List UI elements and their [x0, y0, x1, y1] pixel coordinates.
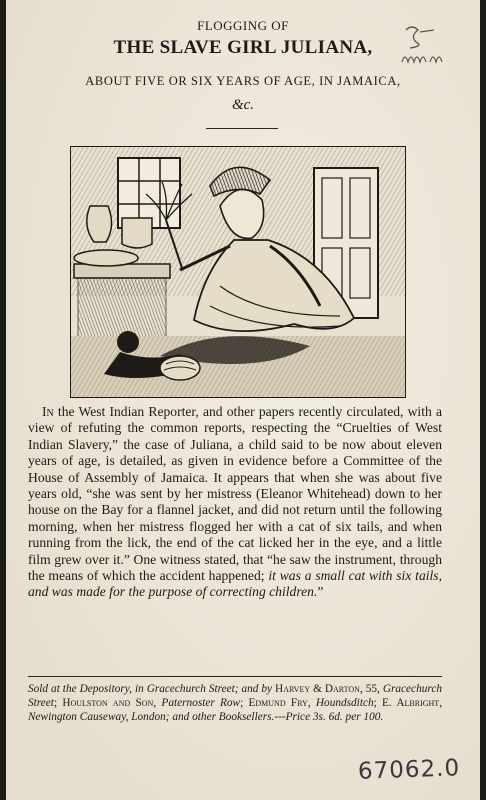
- imprint-footer: [28, 682, 442, 724]
- article-body: [28, 404, 442, 601]
- woodcut-engraving-icon: [70, 146, 406, 398]
- title-subtitle: ABOUT FIVE OR SIX YEARS OF AGE, IN JAMAICA,: [85, 74, 401, 88]
- title-line-1: FLOGGING OF: [197, 18, 289, 33]
- imprint-address: Gracechurch Street: [28, 683, 443, 709]
- publisher-name: E. Albright: [382, 697, 440, 709]
- imprint-text: ,: [439, 697, 443, 709]
- publisher-name: Houlston and Son: [62, 697, 154, 709]
- article-paragraph: [28, 404, 442, 601]
- imprint-text: ,: [153, 697, 162, 709]
- first-word: In: [42, 404, 54, 419]
- imprint-text: Sold at the Depository, in Gracechurch Street; and by: [28, 683, 276, 695]
- footer-divider: [28, 676, 442, 677]
- catalog-number: 67062.0: [357, 755, 461, 785]
- article-italic-quote: it was a small cat with six tails, and was made for the purpose of correcting children.: [28, 568, 442, 600]
- imprint-text: , 55,: [359, 683, 383, 695]
- imprint-address: Newington Causeway, London: [28, 711, 166, 723]
- publisher-name: Edmund Fry: [248, 697, 308, 709]
- pencil-note-icon: [396, 22, 456, 72]
- article-text: the West Indian Reporter, and other papers recently circulated, with a view of refuting the common reports, respecting the “Cruelties of West Indian Slavery,” the case of Juliana, a child said to be now about eleven years of age, is detailed, as given in evidence before a Committee of the House of Assembly of Jamaica. It appears that when she was about five years old, “she was sent by her mistress (Eleanor Whitehead) down to her house on the Bay for a flannel jacket, and did not return until the following morning, when her mistress flogged her with a cat of six tails, and when running from the lick, the end of the cat licked her in the eye, and a little film grew over it.” One witness stated, that “he saw the instrument, through the means of which the accident happened;: [28, 404, 442, 584]
- article-closing-quote: ”: [317, 584, 324, 600]
- imprint-text: ;: [53, 697, 63, 709]
- imprint-address: Paternoster Row: [161, 697, 241, 709]
- imprint-price: ; and other Booksellers.---Price 3s. 6d. per 100.: [165, 711, 384, 723]
- pamphlet-page: [6, 0, 480, 800]
- title-divider: [206, 128, 278, 129]
- title-main: THE SLAVE GIRL JULIANA,: [113, 37, 373, 58]
- title-etc: &c.: [231, 97, 255, 113]
- publisher-name: Harvey & Darton: [275, 683, 360, 695]
- imprint-address: Houndsditch: [315, 697, 374, 709]
- imprint-text: ;: [240, 697, 249, 709]
- imprint-text: ;: [373, 697, 383, 709]
- imprint-text: ,: [307, 697, 316, 709]
